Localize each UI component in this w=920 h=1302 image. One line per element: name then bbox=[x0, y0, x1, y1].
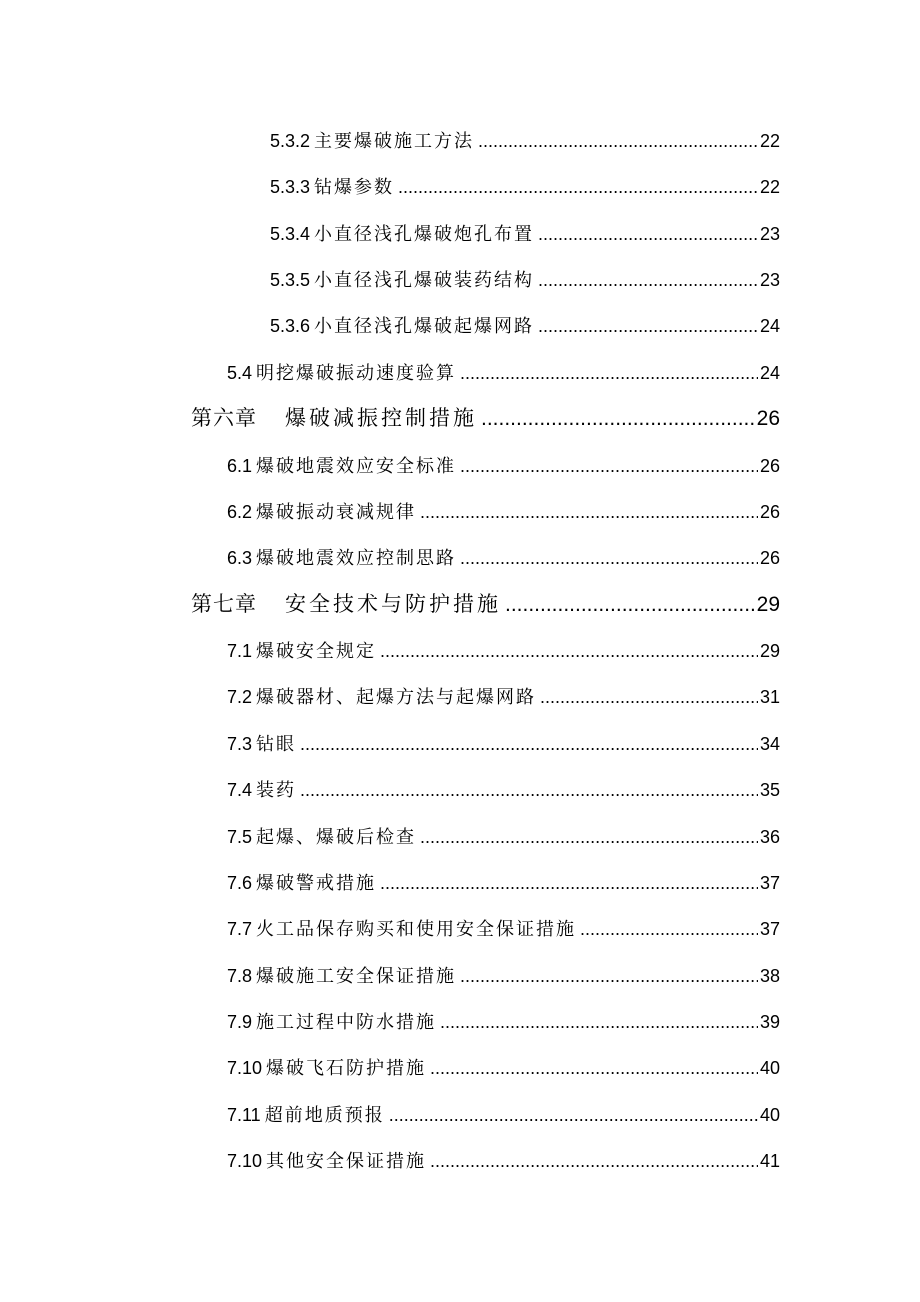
toc-chapter-title: 安全技术与防护措施 bbox=[285, 592, 501, 616]
toc-entry-title: 爆破飞石防护措施 bbox=[266, 1058, 427, 1079]
toc-entry-page: 41 bbox=[759, 1151, 780, 1171]
toc-entry-number: 5.3.4 bbox=[270, 224, 311, 244]
toc-entry-page: 24 bbox=[759, 363, 780, 383]
toc-entry-title: 其他安全保证措施 bbox=[266, 1151, 427, 1172]
toc-chapter-title: 爆破减振控制措施 bbox=[285, 406, 477, 430]
toc-entry-7-9[interactable] bbox=[227, 1007, 780, 1037]
toc-leader-dots bbox=[440, 1007, 758, 1037]
toc-entry-5-3-4[interactable] bbox=[270, 219, 780, 249]
toc-entry-number: 7.5 bbox=[227, 827, 253, 847]
toc-leader-dots bbox=[430, 1053, 758, 1083]
toc-entry-7-5[interactable] bbox=[227, 822, 780, 852]
toc-entry-title: 爆破振动衰减规律 bbox=[256, 502, 417, 523]
toc-entry-7-10[interactable] bbox=[227, 1053, 780, 1083]
toc-entry-number: 7.9 bbox=[227, 1012, 253, 1032]
toc-leader-dots bbox=[380, 868, 758, 898]
toc-entry-page: 23 bbox=[759, 270, 780, 290]
toc-leader-dots bbox=[478, 126, 758, 156]
toc-entry-number: 7.10 bbox=[227, 1151, 263, 1171]
toc-entry-5-3-3[interactable] bbox=[270, 172, 780, 202]
toc-entry-page: 22 bbox=[759, 177, 780, 197]
toc-entry-number: 7.3 bbox=[227, 734, 253, 754]
toc-entry-number: 7.2 bbox=[227, 687, 253, 707]
toc-leader-dots bbox=[538, 265, 758, 295]
toc-chapter-page: 29 bbox=[756, 593, 780, 616]
toc-leader-dots bbox=[540, 682, 758, 712]
toc-entry-page: 26 bbox=[759, 502, 780, 522]
toc-entry-title: 钻爆参数 bbox=[314, 177, 395, 198]
toc-entry-7-1[interactable] bbox=[227, 636, 780, 666]
toc-entry-title: 爆破地震效应安全标准 bbox=[256, 456, 457, 477]
toc-entry-number: 5.4 bbox=[227, 363, 253, 383]
toc-entry-page: 23 bbox=[759, 224, 780, 244]
toc-entry-title: 明挖爆破振动速度验算 bbox=[256, 363, 457, 384]
toc-leader-dots bbox=[460, 961, 758, 991]
toc-leader-dots bbox=[420, 822, 758, 852]
toc-entry-6-3[interactable] bbox=[227, 543, 780, 573]
toc-entry-page: 26 bbox=[759, 456, 780, 476]
toc-entry-number: 5.3.3 bbox=[270, 177, 311, 197]
toc-chapter-number: 第六章 bbox=[191, 406, 257, 430]
toc-entry-title: 小直径浅孔爆破起爆网路 bbox=[314, 316, 535, 337]
toc-leader-dots bbox=[460, 451, 758, 481]
toc-entry-page: 22 bbox=[759, 131, 780, 151]
toc-leader-dots bbox=[460, 543, 758, 573]
toc-entry-number: 6.2 bbox=[227, 502, 253, 522]
toc-leader-dots bbox=[398, 172, 758, 202]
toc-entry-number: 7.4 bbox=[227, 780, 253, 800]
toc-leader-dots bbox=[300, 729, 758, 759]
toc-entry-5-4[interactable] bbox=[227, 358, 780, 388]
toc-leader-dots bbox=[300, 775, 758, 805]
toc-entry-7-7[interactable] bbox=[227, 914, 780, 944]
toc-entry-6-1[interactable] bbox=[227, 451, 780, 481]
toc-leader-dots bbox=[538, 219, 758, 249]
toc-entry-7-4[interactable] bbox=[227, 775, 780, 805]
toc-entry-title: 爆破安全规定 bbox=[256, 641, 377, 662]
toc-entry-number: 7.6 bbox=[227, 873, 253, 893]
toc-leader-dots bbox=[430, 1146, 758, 1176]
toc-entry-7-10-other[interactable] bbox=[227, 1146, 780, 1176]
toc-entry-page: 38 bbox=[759, 966, 780, 986]
toc-entry-number: 5.3.6 bbox=[270, 316, 311, 336]
toc-entry-7-11[interactable] bbox=[227, 1100, 780, 1130]
toc-entry-title: 钻眼 bbox=[256, 734, 297, 755]
toc-chapter-7[interactable] bbox=[191, 587, 780, 621]
toc-entry-number: 6.3 bbox=[227, 548, 253, 568]
toc-chapter-page: 26 bbox=[756, 407, 780, 430]
toc-entry-title: 火工品保存购买和使用安全保证措施 bbox=[256, 919, 577, 940]
toc-entry-number: 7.10 bbox=[227, 1058, 263, 1078]
toc-entry-page: 26 bbox=[759, 548, 780, 568]
toc-entry-title: 起爆、爆破后检查 bbox=[256, 827, 417, 848]
toc-entry-title: 超前地质预报 bbox=[264, 1105, 385, 1126]
toc-entry-7-6[interactable] bbox=[227, 868, 780, 898]
toc-entry-title: 装药 bbox=[256, 780, 297, 801]
toc-entry-number: 7.11 bbox=[227, 1105, 261, 1125]
toc-chapter-number: 第七章 bbox=[191, 592, 257, 616]
toc-entry-title: 爆破器材、起爆方法与起爆网路 bbox=[256, 687, 537, 708]
toc-entry-page: 40 bbox=[759, 1058, 780, 1078]
toc-entry-title: 主要爆破施工方法 bbox=[314, 131, 475, 152]
toc-entry-5-3-6[interactable] bbox=[270, 311, 780, 341]
toc-entry-page: 29 bbox=[759, 641, 780, 661]
toc-entry-page: 39 bbox=[759, 1012, 780, 1032]
toc-entry-5-3-5[interactable] bbox=[270, 265, 780, 295]
toc-chapter-6[interactable] bbox=[191, 401, 780, 435]
toc-leader-dots bbox=[389, 1100, 758, 1130]
toc-entry-7-8[interactable] bbox=[227, 961, 780, 991]
toc-leader-dots bbox=[460, 358, 758, 388]
toc-leader-dots bbox=[505, 588, 755, 622]
toc-entry-7-2[interactable] bbox=[227, 682, 780, 712]
toc-entry-page: 37 bbox=[759, 873, 780, 893]
toc-leader-dots bbox=[420, 497, 758, 527]
toc-entry-number: 6.1 bbox=[227, 456, 253, 476]
toc-leader-dots bbox=[380, 636, 758, 666]
toc-entry-title: 小直径浅孔爆破炮孔布置 bbox=[314, 224, 535, 245]
toc-leader-dots bbox=[538, 311, 758, 341]
toc-entry-number: 7.1 bbox=[227, 641, 253, 661]
toc-entry-number: 7.8 bbox=[227, 966, 253, 986]
toc-leader-dots bbox=[580, 914, 758, 944]
toc-entry-title: 小直径浅孔爆破装药结构 bbox=[314, 270, 535, 291]
toc-entry-5-3-2[interactable] bbox=[270, 126, 780, 156]
toc-entry-number: 5.3.5 bbox=[270, 270, 311, 290]
toc-entry-page: 37 bbox=[759, 919, 780, 939]
toc-entry-page: 36 bbox=[759, 827, 780, 847]
toc-entry-page: 35 bbox=[759, 780, 780, 800]
toc-entry-page: 34 bbox=[759, 734, 780, 754]
toc-entry-page: 24 bbox=[759, 316, 780, 336]
toc-entry-number: 7.7 bbox=[227, 919, 253, 939]
toc-entry-7-3[interactable] bbox=[227, 729, 780, 759]
toc-leader-dots bbox=[481, 402, 755, 436]
toc-entry-title: 施工过程中防水措施 bbox=[256, 1012, 437, 1033]
toc-entry-page: 40 bbox=[759, 1105, 780, 1125]
toc-entry-number: 5.3.2 bbox=[270, 131, 311, 151]
toc-entry-title: 爆破警戒措施 bbox=[256, 873, 377, 894]
toc-entry-6-2[interactable] bbox=[227, 497, 780, 527]
toc-entry-page: 31 bbox=[759, 687, 780, 707]
toc-entry-title: 爆破施工安全保证措施 bbox=[256, 966, 457, 987]
toc-entry-title: 爆破地震效应控制思路 bbox=[256, 548, 457, 569]
